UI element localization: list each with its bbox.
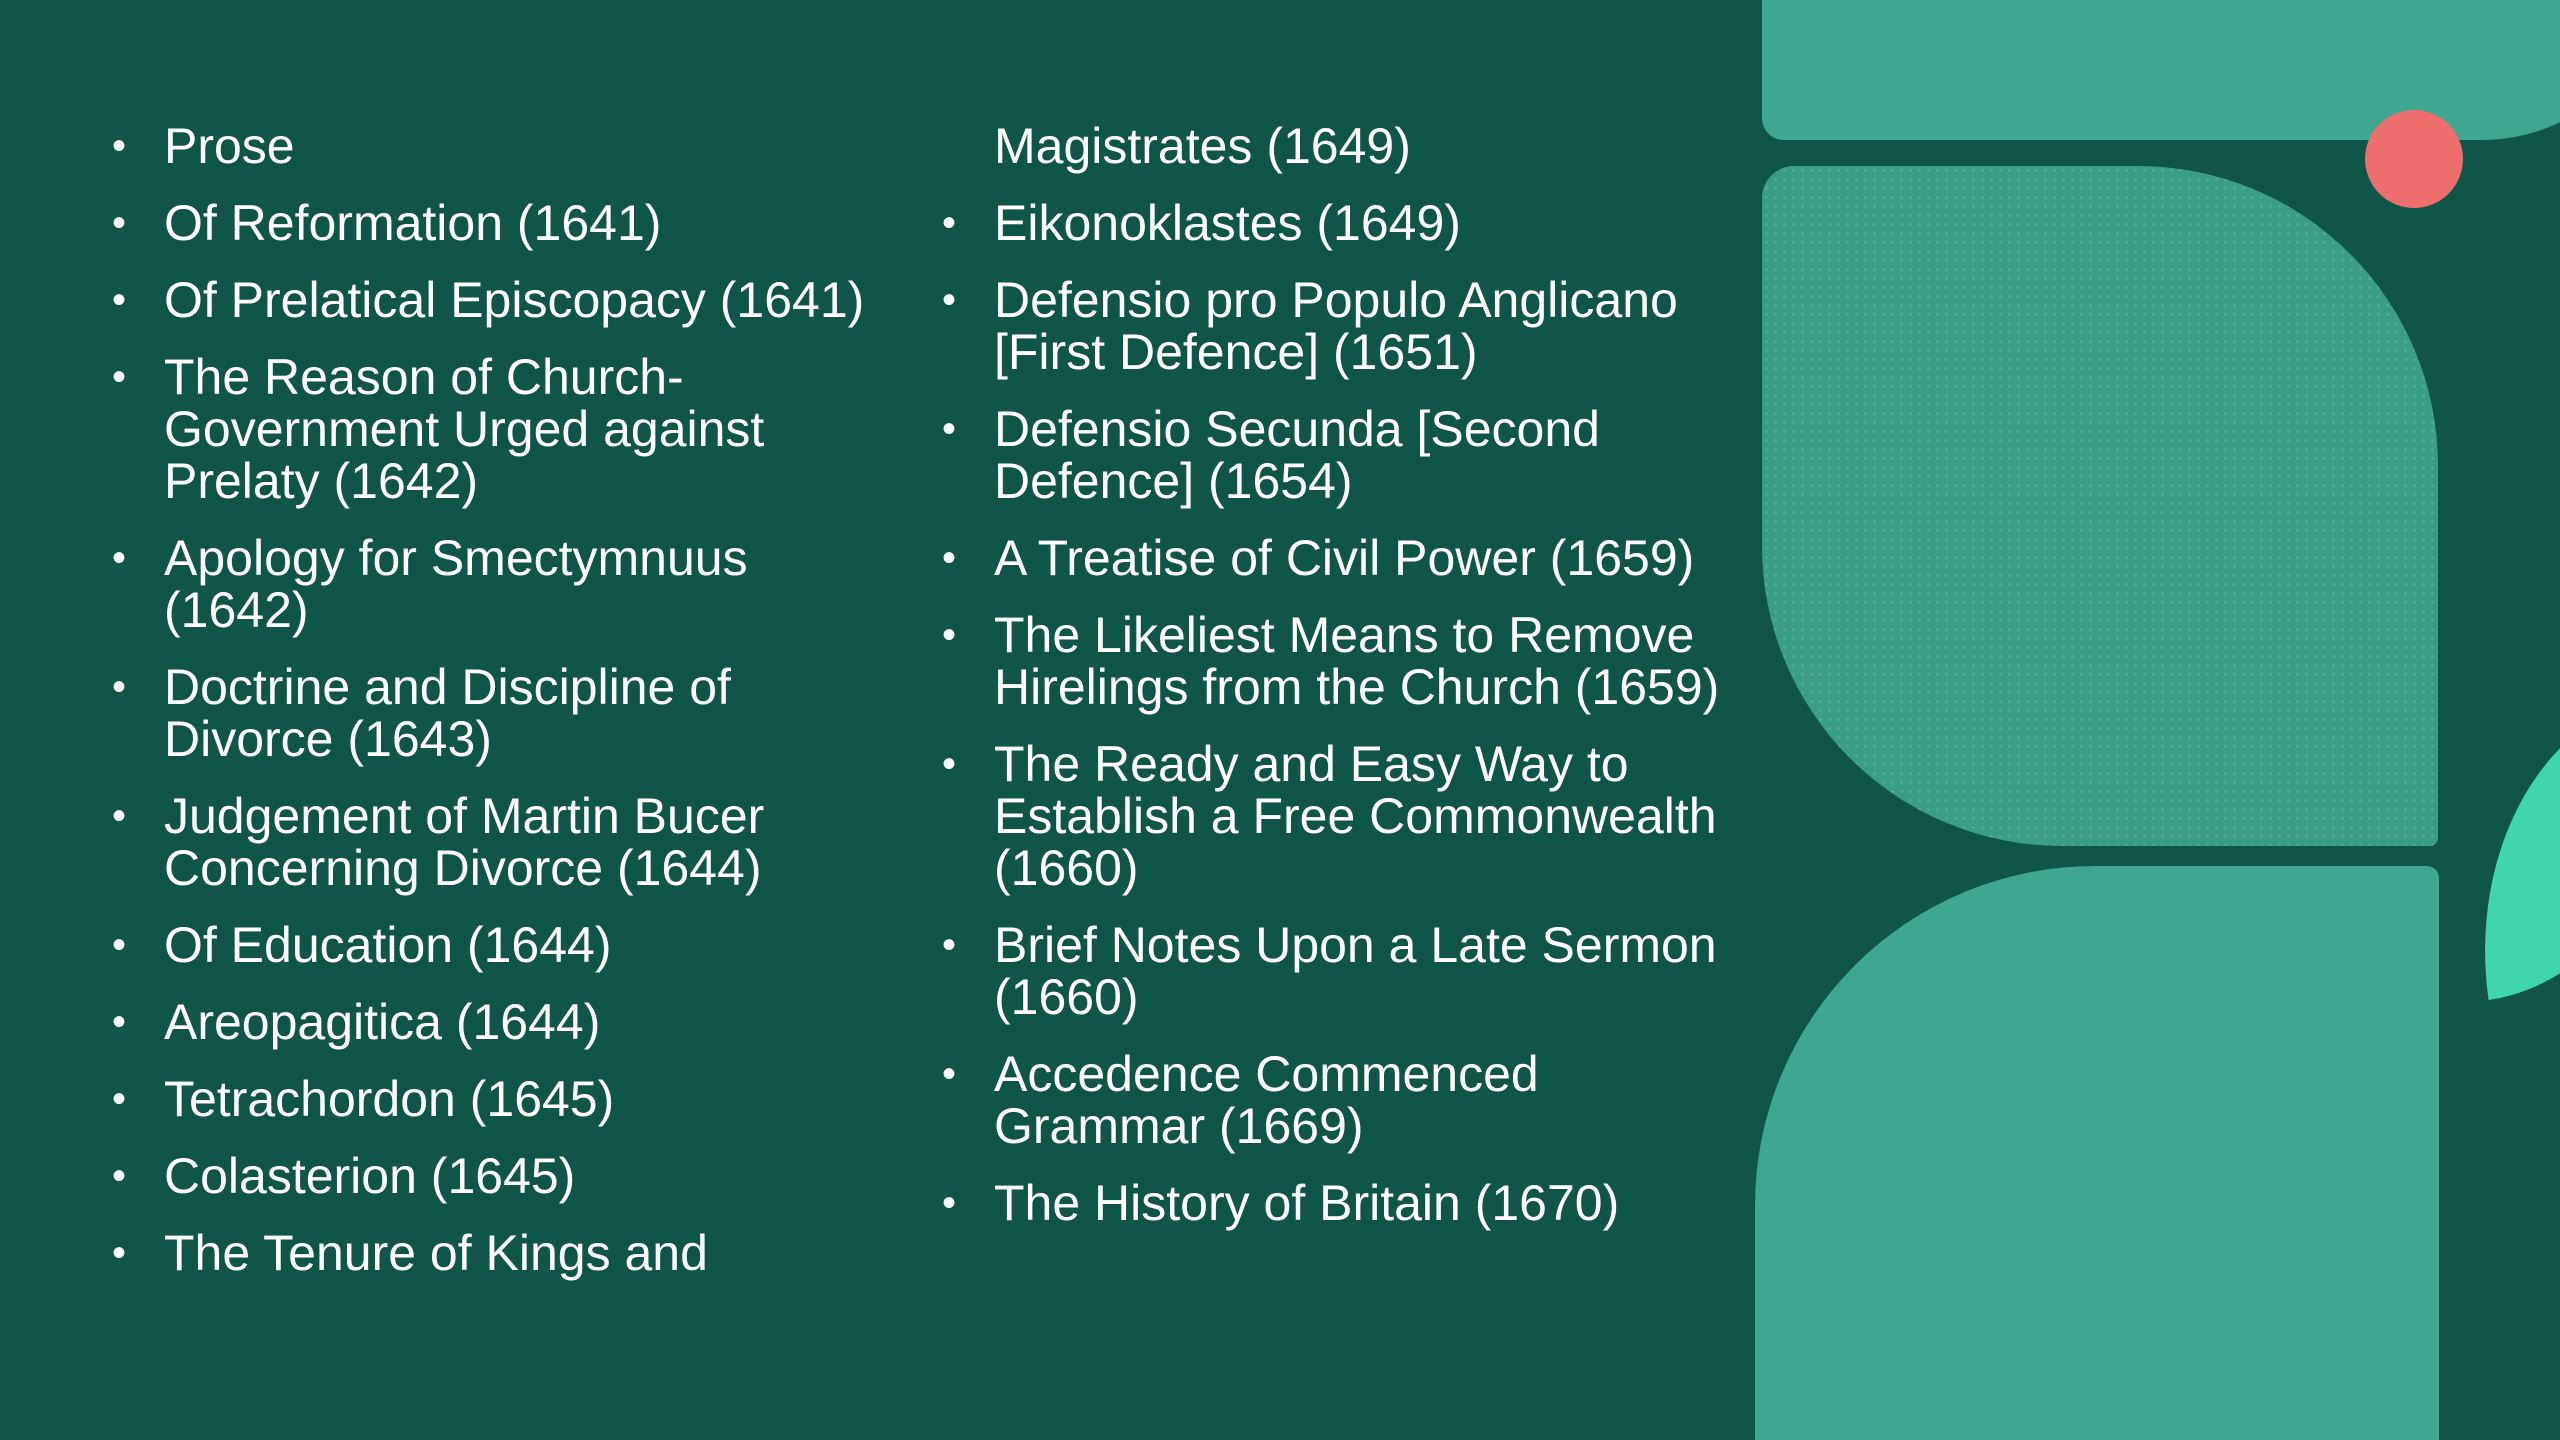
list-item-text: • Colasterion (1645) bbox=[164, 1148, 576, 1204]
prose-list-right bbox=[942, 120, 1772, 1229]
list-item-text: • A Treatise of Civil Power (1659) bbox=[994, 530, 1695, 586]
left-column bbox=[112, 120, 922, 1304]
list-item bbox=[942, 197, 1772, 249]
list-item-text: • The Likeliest Means to Remove Hirelings from the Church (1659) bbox=[994, 607, 1720, 715]
list-item bbox=[942, 1048, 1634, 1152]
list-item bbox=[112, 1227, 922, 1279]
list-item-text: • Of Education (1644) bbox=[164, 917, 612, 973]
list-item-text: • Of Reformation (1641) bbox=[164, 195, 662, 251]
list-item bbox=[112, 1150, 922, 1202]
list-item-text: • Apology for Smectymnuus (1642) bbox=[164, 530, 748, 638]
list-item-text: • Prose bbox=[164, 118, 295, 174]
decorative-leaf bbox=[2450, 692, 2560, 1000]
list-item-text: • Brief Notes Upon a Late Sermon (1660) bbox=[994, 917, 1717, 1025]
list-item bbox=[942, 1177, 1772, 1229]
list-item bbox=[112, 1073, 922, 1125]
list-item-text: • Areopagitica (1644) bbox=[164, 994, 601, 1050]
decorative-shape-bottom bbox=[1755, 866, 2439, 1440]
list-item-text: • The Ready and Easy Way to Establish a Free Commonwealth (1660) bbox=[994, 736, 1717, 896]
list-item bbox=[112, 351, 854, 507]
list-item bbox=[112, 274, 922, 326]
decorative-shape-dotted bbox=[1762, 166, 2438, 846]
list-item bbox=[942, 609, 1794, 713]
list-item bbox=[942, 532, 1772, 584]
list-item bbox=[112, 120, 922, 172]
list-item-text: • Judgement of Martin Bucer Concerning Divorce (1644) bbox=[164, 788, 765, 896]
prose-list-left bbox=[112, 120, 922, 1279]
list-item bbox=[112, 197, 922, 249]
list-item bbox=[112, 919, 922, 971]
list-item-text: • The Reason of Church-Government Urged against Prelaty (1642) bbox=[164, 349, 765, 509]
list-item-text: • Defensio Secunda [Second Defence] (1654) bbox=[994, 401, 1600, 509]
decorative-dot bbox=[2365, 110, 2463, 208]
list-item bbox=[112, 661, 854, 765]
list-item-text: • Tetrachordon (1645) bbox=[164, 1071, 615, 1127]
right-column bbox=[942, 120, 1772, 1254]
list-item-text: • The History of Britain (1670) bbox=[994, 1175, 1620, 1231]
list-item-text: • Accedence Commenced Grammar (1669) bbox=[994, 1046, 1539, 1154]
list-item bbox=[942, 738, 1794, 894]
list-item bbox=[112, 532, 854, 636]
list-item-text: • Doctrine and Discipline of Divorce (1643) bbox=[164, 659, 731, 767]
list-item-text: • The Tenure of Kings and bbox=[164, 1225, 708, 1281]
list-item-continuation bbox=[942, 120, 1772, 172]
list-item-text: • Eikonoklastes (1649) bbox=[994, 195, 1461, 251]
list-item bbox=[942, 274, 1794, 378]
list-item-text: Magistrates (1649) bbox=[994, 118, 1411, 174]
list-item bbox=[112, 790, 854, 894]
list-item-text: • Defensio pro Populo Anglicano [First Defence] (1651) bbox=[994, 272, 1678, 380]
list-item bbox=[942, 403, 1714, 507]
list-item bbox=[112, 996, 922, 1048]
list-item-text: • Of Prelatical Episcopacy (1641) bbox=[164, 272, 865, 328]
list-item bbox=[942, 919, 1794, 1023]
